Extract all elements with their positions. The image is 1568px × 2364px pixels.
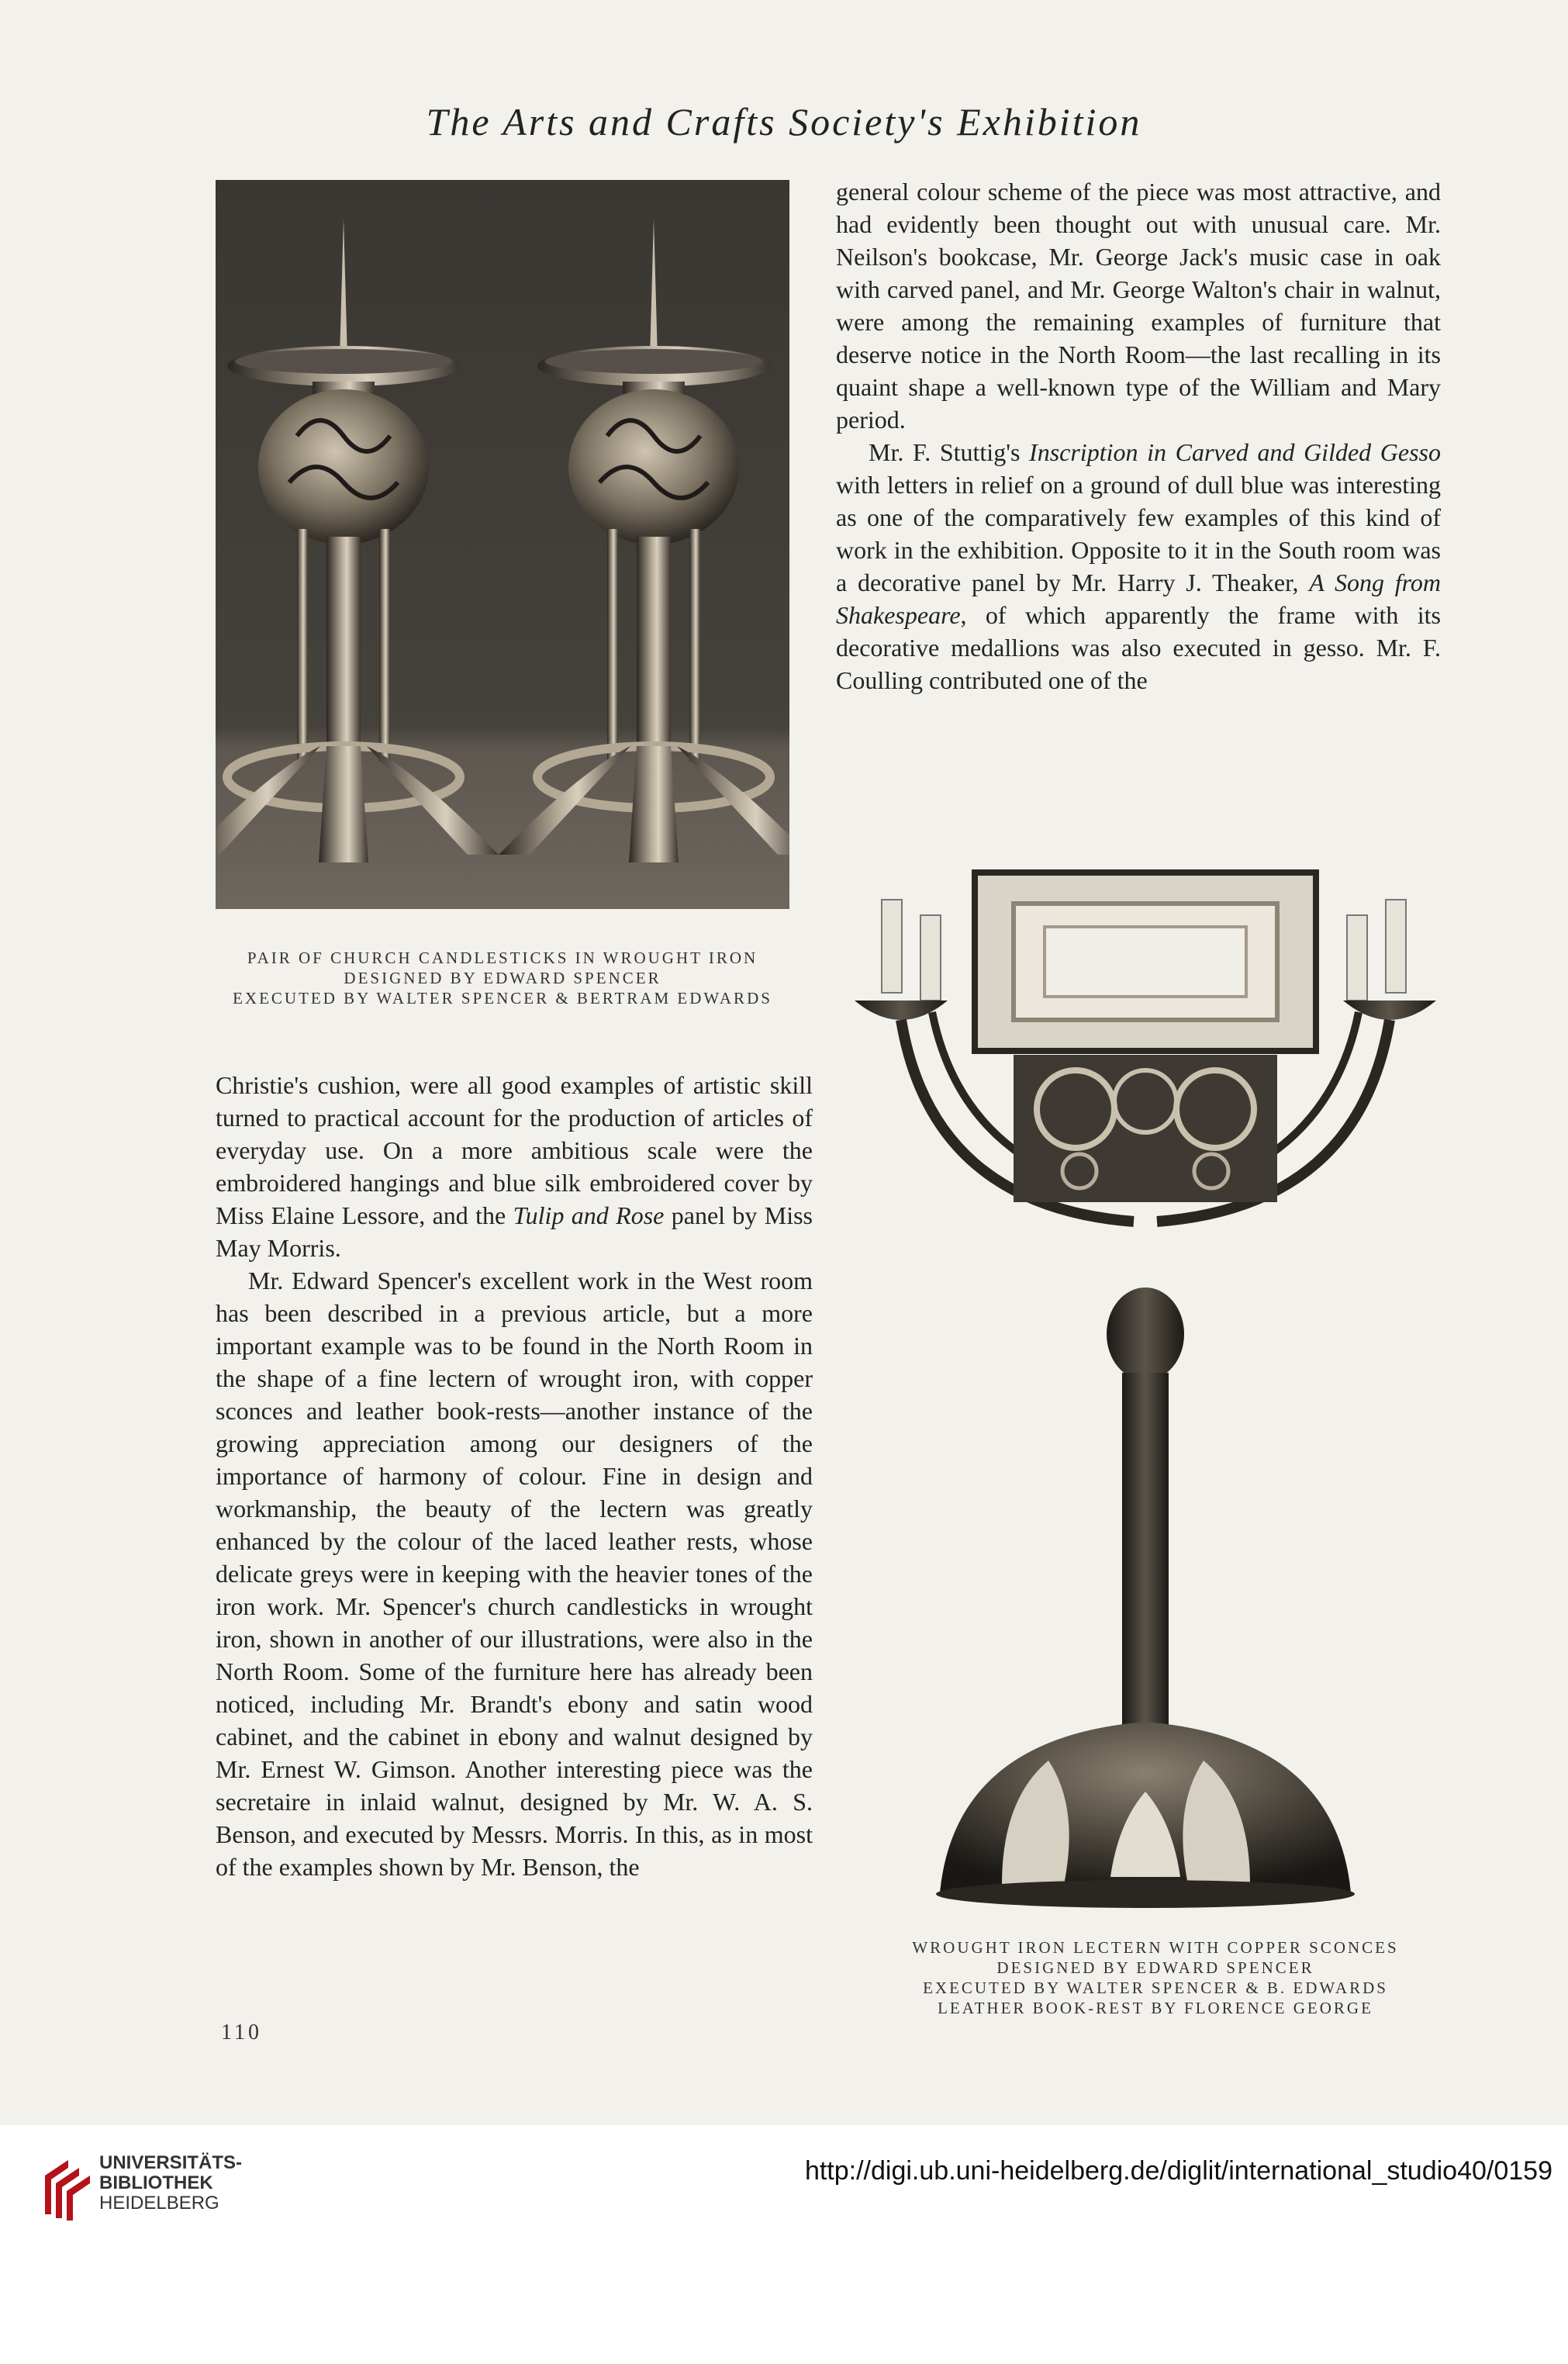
caption-line: EXECUTED BY WALTER SPENCER & B. EDWARDS [923, 1979, 1388, 1997]
source-url-link[interactable]: http://digi.ub.uni-heidelberg.de/diglit/international_studio40/0159 [804, 2156, 1552, 2186]
artwork-title: Tulip and Rose [513, 1201, 665, 1229]
candlesticks-caption [169, 948, 836, 1008]
paragraph: Mr. F. Stuttig's Inscription in Carved and Gilded Gesso with letters in relief on a ground of dull blue was interesting as one of the comparatively few examples of this kind of work in the exhibition. Opposite to it in the South room was a decorative panel by Mr. Harry J. Theaker, A Song from Shakespeare, of which apparently the frame with its decorative medallions was also executed in gesso. Mr. F. Coulling contributed one of the [836, 438, 1442, 694]
artwork-title: Inscription in Carved and Gilded Gesso [1029, 438, 1441, 466]
page-number: 110 [221, 2020, 262, 2044]
caption-line: DESIGNED BY EDWARD SPENCER [344, 969, 661, 987]
caption-line: EXECUTED BY WALTER SPENCER & BERTRAM EDWARDS [233, 989, 772, 1007]
paragraph: general colour scheme of the piece was most attractive, and had evidently been thought out with unusual care. Mr. Neilson's bookcase, Mr. George Jack's music case in oak with carved panel, and Mr. George Walton's chair in walnut, were among the remaining examples of furniture that deserve notice in the North Room—the last recalling in its quaint shape a well-known type of the William and Mary period. [836, 178, 1441, 434]
artwork-title: A Song from Shakespeare [836, 569, 1442, 629]
caption-line: LEATHER BOOK-REST BY FLORENCE GEORGE [938, 1999, 1373, 2017]
lectern-caption [822, 1937, 1489, 2018]
page-title: The Arts and Crafts Society's Exhibition [426, 100, 1142, 143]
caption-line: PAIR OF CHURCH CANDLESTICKS IN WROUGHT IRON [247, 949, 758, 967]
caption-line: WROUGHT IRON LECTERN WITH COPPER SCONCES [912, 1938, 1399, 1957]
library-logo-icon [37, 2152, 93, 2222]
paragraph: Christie's cushion, were all good examples of artistic skill turned to practical account for the production of articles of everyday use. On a more ambitious scale were the embroidered hangings and blue silk embroidered cover by Miss Elaine Lessore, and the Tulip and Rose panel by Miss May Morris. [216, 1071, 813, 1262]
candlesticks-photo [216, 180, 789, 909]
lectern-photo [847, 869, 1452, 1923]
right-column-text [836, 175, 1441, 696]
paragraph: Mr. Edward Spencer's excellent work in the West room has been described in a previous article, but a more important example was to be found in the North Room in the shape of a fine lectern of wrought iron, with copper sconces and leather book-rests—another instance of the growing appreciation among our designers of the importance of harmony of colour. Fine in design and workmanship, the beauty of the lectern was greatly enhanced by the colour of the laced leather rests, whose delicate greys were in keeping with the heavier tones of the iron work. Mr. Spencer's church candlesticks in wrought iron, shown in another of our illustrations, were also in the North Room. Some of the furniture here has already been noticed, including Mr. Brandt's ebony and satin wood cabinet, and the cabinet in ebony and walnut designed by Mr. Ernest W. Gimson. Another interesting piece was the secretaire in inlaid walnut, designed by Mr. W. A. S. Benson, and executed by Messrs. Morris. In this, as in most of the examples shown by Mr. Benson, the [216, 1267, 813, 1881]
left-column-text [216, 1069, 813, 1883]
caption-line: DESIGNED BY EDWARD SPENCER [996, 1958, 1314, 1977]
library-name: UNIVERSITÄTS- BIBLIOTHEK HEIDELBERG [99, 2152, 243, 2214]
